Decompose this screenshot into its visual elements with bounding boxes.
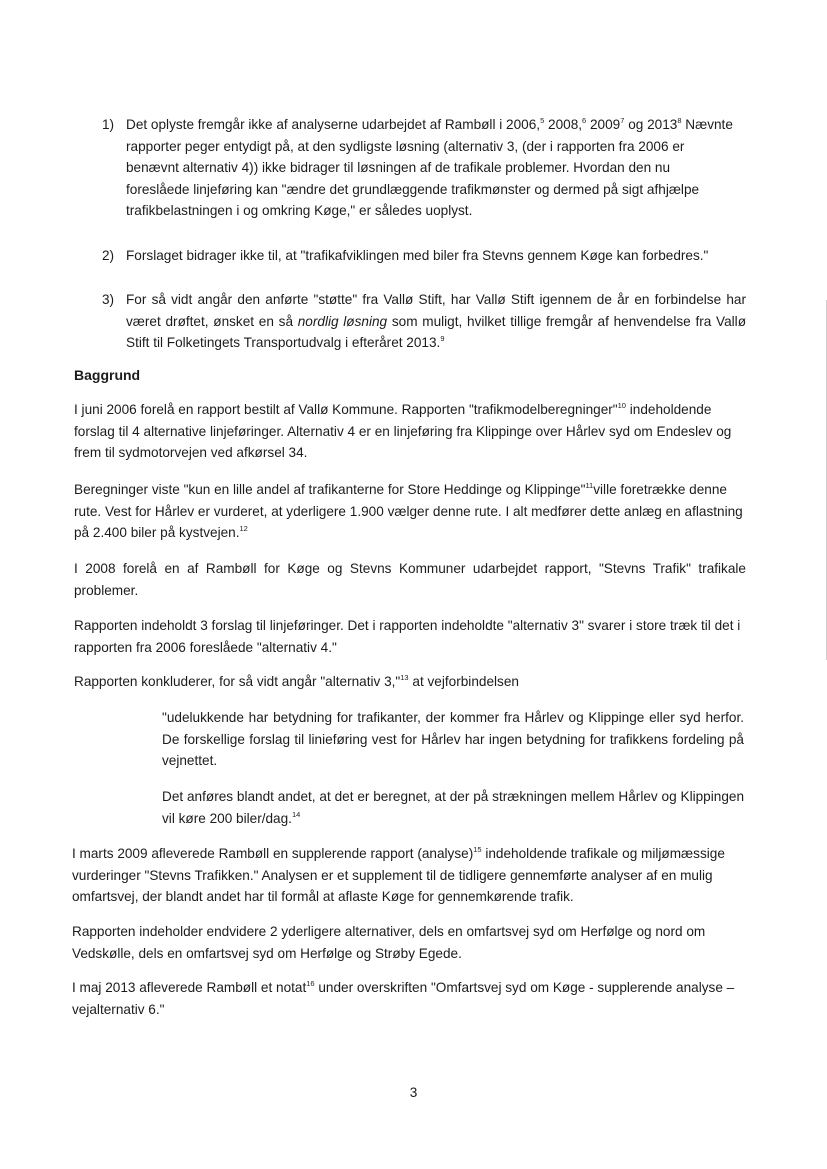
paragraph-1-text-a: I juni 2006 forelå en rapport bestilt af Vallø Kommune. Rapporten "trafikmodelberegninger"	[74, 402, 618, 417]
list-item-1-text-e: Nævnte rapporter peger entydigt på, at den sydligste løsning (alternativ 3, (der i rapporten fra 2006 er benævnt alternativ 4)) ikke bidrager til løsningen af de trafikale problemer. Hvordan den nu foreslåede linjeføring kan "ændre det grundlæggende trafikmønster og dermed på sigt afhjælpe trafikbelastningen i og omkring Køge," er således uoplyst.	[126, 117, 733, 218]
list-item-1	[126, 114, 736, 222]
footnote-ref-5: 5	[540, 116, 545, 125]
list-number-3: 3)	[102, 292, 115, 307]
paragraph-8-text-b: under overskriften "Omfartsvej syd om Køge - supplerende analyse – vejalternativ 6."	[72, 980, 735, 1017]
quote-paragraph-2-text: Det anføres blandt andet, at det er beregnet, at der på strækningen mellem Hårlev og Klippingen vil køre 200 biler/dag.	[162, 789, 744, 826]
footnote-ref-16: 16	[306, 979, 315, 988]
paragraph-5	[74, 671, 746, 693]
list-number-1: 1)	[102, 117, 115, 132]
list-item-2-text: Forslaget bidrager ikke til, at "trafikafviklingen med biler fra Stevns gennem Køge kan forbedres."	[126, 248, 709, 263]
list-item-1-text-a: Det oplyste fremgår ikke af analyserne udarbejdet af Rambøll i 2006,	[126, 117, 541, 132]
footnote-ref-15: 15	[473, 845, 482, 854]
list-item-3-text-a: For så vidt angår den anførte "støtte" fra Vallø Stift, har Vallø Stift igennem de år en forbindelse har været drøftet, ønsket en så	[126, 292, 746, 329]
paragraph-6-text-b: indeholdende trafikale og miljømæssige vurderinger "Stevns Trafikken." Analysen er et supplement til de tidligere gennemførte analyser af en mulig omfartsvej, der blandt andet har til formål at aflaste Køge for gennemkørende trafik.	[72, 846, 725, 904]
paragraph-1	[74, 399, 746, 464]
paragraph-5-text-b: at vejforbindelsen	[408, 674, 519, 689]
section-heading: Baggrund	[74, 367, 141, 383]
list-number-2: 2)	[102, 248, 115, 263]
list-item-3-text-b: som muligt, hvilket tillige fremgår af henvendelse fra Vallø Stift til Folketingets Transportudvalg i efteråret 2013.	[126, 313, 747, 350]
paragraph-4: Rapporten indeholdt 3 forslag til linjeføringer. Det i rapporten indeholdte "alternativ 3" svarer i store træk til det i rapporten fra 2006 foreslåede "alternativ 4."	[74, 618, 741, 655]
footnote-ref-6: 6	[582, 116, 587, 125]
list-item-1-text-d: og 2013	[624, 117, 678, 132]
paragraph-2-text-b: ville foretrække denne rute. Vest for Hårlev er vurderet, at yderligere 1.900 vælger denne rute. I alt medfører dette anlæg en aflastning på 2.400 biler på kystvejen.	[74, 482, 743, 540]
paragraph-6	[72, 843, 744, 908]
footnote-ref-8: 8	[677, 116, 682, 125]
list-item-3	[126, 289, 746, 354]
footnote-ref-13: 13	[400, 673, 409, 682]
paragraph-7: Rapporten indeholder endvidere 2 yderligere alternativer, dels en omfartsvej syd om Herfølge og nord om Vedskølle, dels en omfartsvej syd om Herfølge og Strøby Egede.	[72, 924, 706, 961]
footnote-ref-12: 12	[239, 524, 248, 533]
footnote-ref-10: 10	[617, 401, 626, 410]
footnote-ref-7: 7	[620, 116, 625, 125]
quote-paragraph-2	[162, 786, 744, 829]
paragraph-8	[72, 977, 744, 1020]
footnote-ref-9: 9	[440, 334, 445, 343]
paragraph-8-text-a: I maj 2013 afleverede Rambøll et notat	[72, 980, 307, 995]
list-item-1-text-c: 2009	[586, 117, 621, 132]
paragraph-2	[74, 479, 746, 544]
footnote-ref-14: 14	[291, 809, 301, 819]
paragraph-3: I 2008 forelå en af Rambøll for Køge og Stevns Kommuner udarbejdet rapport, "Stevns Trafik" trafikale problemer.	[74, 561, 746, 598]
paragraph-6-text-a: I marts 2009 afleverede Rambøll en supplerende rapport (analyse)	[72, 846, 474, 861]
page-number: 3	[409, 1085, 418, 1100]
footnote-ref-11: 11	[585, 481, 594, 490]
paragraph-2-text-a: Beregninger viste "kun en lille andel af trafikanterne for Store Heddinge og Klippinge"	[74, 482, 586, 497]
list-item-2	[126, 245, 751, 267]
paragraph-5-text-a: Rapporten konkluderer, for så vidt angår "alternativ 3,"	[74, 674, 401, 689]
list-item-3-emphasis: nordlig løsning	[297, 313, 388, 329]
paragraph-1-text-b: indeholdende forslag til 4 alternative linjeføringer. Alternativ 4 er en linjeføring fra Klippinge over Hårlev syd om Endeslev og frem til sydmotorvejen ved afkørsel 34.	[74, 402, 732, 460]
quote-paragraph-1: "udelukkende har betydning for trafikanter, der kommer fra Hårlev og Klippinge eller syd herfor. De forskellige forslag til linieføring vest for Hårlev har ingen betydning for trafikkens fordeling på vejnettet.	[162, 710, 744, 768]
list-item-1-text-b: 2008,	[544, 117, 583, 132]
